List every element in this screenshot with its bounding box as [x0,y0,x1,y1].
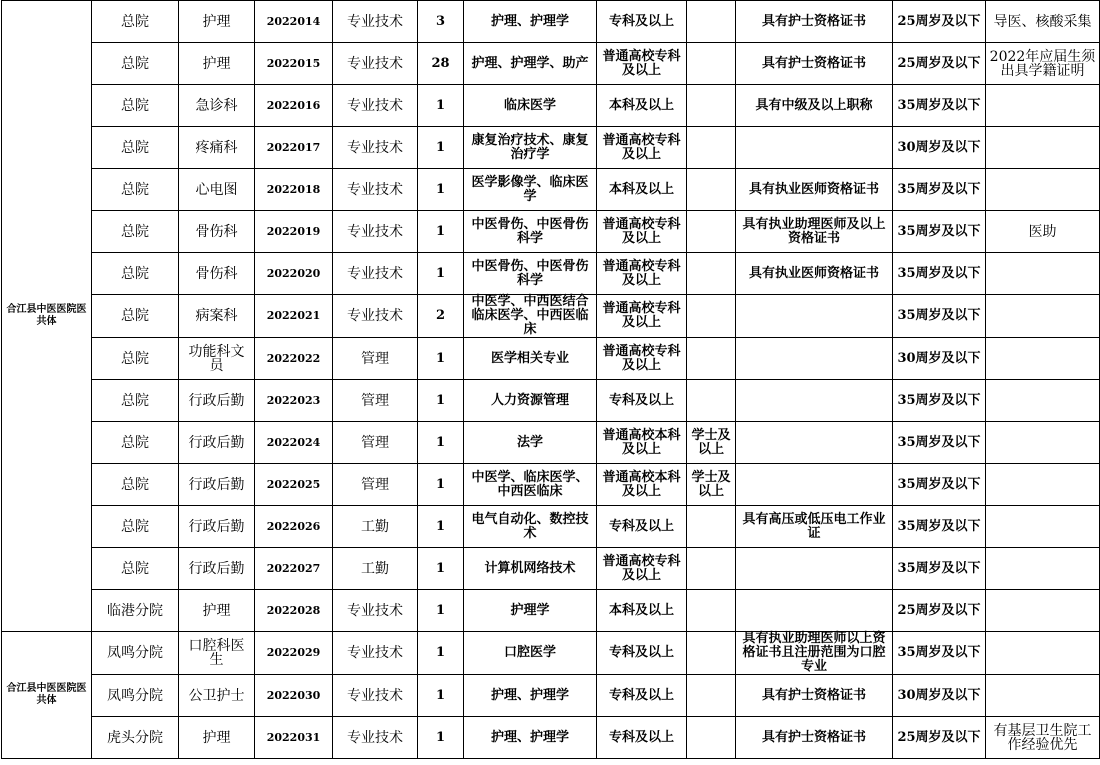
age-cell: 35周岁及以下 [893,169,986,211]
table-row [2,632,1100,675]
major-cell: 护理学 [464,590,597,632]
unit-cell: 总院 [92,506,179,548]
major-cell: 中医学、中西医结合临床医学、中西医临床 [464,295,597,338]
table-row [2,85,1100,127]
education-cell: 普通高校专科及以上 [597,295,687,338]
remark-cell [986,169,1100,211]
degree-cell [687,675,736,717]
headcount-cell: 1 [418,464,464,506]
headcount-cell: 1 [418,675,464,717]
unit-cell: 总院 [92,127,179,169]
remark-cell [986,127,1100,169]
headcount-cell: 1 [418,506,464,548]
age-cell: 30周岁及以下 [893,338,986,380]
degree-cell: 学士及以上 [687,422,736,464]
age-cell: 35周岁及以下 [893,464,986,506]
major-cell: 护理、护理学 [464,1,597,43]
major-cell: 护理、护理学 [464,717,597,759]
table-row [2,380,1100,422]
category-cell: 专业技术 [333,85,418,127]
department-cell: 病案科 [179,295,255,338]
age-cell: 30周岁及以下 [893,127,986,169]
department-cell: 行政后勤 [179,548,255,590]
category-cell: 专业技术 [333,675,418,717]
degree-cell [687,338,736,380]
position-code-cell: 2022021 [255,295,333,338]
department-cell: 急诊科 [179,85,255,127]
age-cell: 35周岁及以下 [893,253,986,295]
unit-cell: 总院 [92,253,179,295]
unit-cell: 总院 [92,85,179,127]
remark-cell [986,380,1100,422]
qualification-cell: 具有高压或低压电工作业证 [736,506,893,548]
table-row [2,422,1100,464]
education-cell: 普通高校专科及以上 [597,127,687,169]
position-code-cell: 2022017 [255,127,333,169]
unit-cell: 总院 [92,548,179,590]
table-row [2,506,1100,548]
unit-cell: 总院 [92,338,179,380]
education-cell: 本科及以上 [597,169,687,211]
unit-cell: 总院 [92,422,179,464]
education-cell: 普通高校本科及以上 [597,464,687,506]
recruitment-table [1,0,1100,759]
qualification-cell: 具有护士资格证书 [736,717,893,759]
remark-cell: 有基层卫生院工作经验优先 [986,717,1100,759]
degree-cell [687,43,736,85]
major-cell: 中医骨伤、中医骨伤科学 [464,211,597,253]
age-cell: 35周岁及以下 [893,380,986,422]
department-cell: 心电图 [179,169,255,211]
table-row [2,43,1100,85]
degree-cell [687,127,736,169]
table-row [2,548,1100,590]
remark-cell [986,506,1100,548]
position-code-cell: 2022031 [255,717,333,759]
headcount-cell: 3 [418,1,464,43]
department-cell: 护理 [179,43,255,85]
headcount-cell: 1 [418,717,464,759]
table-row [2,169,1100,211]
table-row [2,295,1100,338]
major-cell: 护理、护理学 [464,675,597,717]
table-row [2,590,1100,632]
remark-cell [986,464,1100,506]
remark-cell [986,85,1100,127]
major-cell: 口腔医学 [464,632,597,675]
position-code-cell: 2022027 [255,548,333,590]
table-row [2,464,1100,506]
age-cell: 25周岁及以下 [893,43,986,85]
qualification-cell [736,380,893,422]
department-cell: 骨伤科 [179,211,255,253]
headcount-cell: 1 [418,211,464,253]
age-cell: 35周岁及以下 [893,295,986,338]
headcount-cell: 1 [418,632,464,675]
remark-cell [986,675,1100,717]
major-cell: 法学 [464,422,597,464]
department-cell: 行政后勤 [179,422,255,464]
position-code-cell: 2022020 [255,253,333,295]
education-cell: 专科及以上 [597,506,687,548]
remark-cell [986,253,1100,295]
qualification-cell: 具有执业助理医师及以上资格证书 [736,211,893,253]
department-cell: 行政后勤 [179,464,255,506]
department-cell: 功能科文员 [179,338,255,380]
degree-cell [687,380,736,422]
education-cell: 本科及以上 [597,85,687,127]
department-cell: 口腔科医生 [179,632,255,675]
qualification-cell [736,464,893,506]
position-code-cell: 2022030 [255,675,333,717]
age-cell: 25周岁及以下 [893,1,986,43]
category-cell: 管理 [333,380,418,422]
education-cell: 普通高校本科及以上 [597,422,687,464]
qualification-cell [736,295,893,338]
degree-cell [687,85,736,127]
major-cell: 临床医学 [464,85,597,127]
category-cell: 专业技术 [333,295,418,338]
qualification-cell [736,338,893,380]
qualification-cell: 具有护士资格证书 [736,1,893,43]
unit-cell: 总院 [92,464,179,506]
unit-cell: 总院 [92,380,179,422]
qualification-cell [736,422,893,464]
department-cell: 疼痛科 [179,127,255,169]
major-cell: 康复治疗技术、康复治疗学 [464,127,597,169]
education-cell: 专科及以上 [597,1,687,43]
position-code-cell: 2022018 [255,169,333,211]
remark-cell [986,590,1100,632]
qualification-cell: 具有执业医师资格证书 [736,169,893,211]
unit-cell: 总院 [92,1,179,43]
headcount-cell: 2 [418,295,464,338]
unit-cell: 总院 [92,295,179,338]
degree-cell [687,295,736,338]
remark-cell [986,422,1100,464]
unit-cell: 总院 [92,211,179,253]
department-cell: 行政后勤 [179,506,255,548]
degree-cell [687,506,736,548]
position-code-cell: 2022023 [255,380,333,422]
category-cell: 专业技术 [333,127,418,169]
category-cell: 工勤 [333,548,418,590]
category-cell: 专业技术 [333,632,418,675]
unit-cell: 总院 [92,169,179,211]
education-cell: 普通高校专科及以上 [597,548,687,590]
position-code-cell: 2022015 [255,43,333,85]
degree-cell [687,211,736,253]
headcount-cell: 1 [418,85,464,127]
category-cell: 专业技术 [333,169,418,211]
education-cell: 专科及以上 [597,675,687,717]
table-row [2,717,1100,759]
degree-cell [687,1,736,43]
organization-cell: 合江县中医医院医共体 [2,1,92,632]
major-cell: 中医学、临床医学、中西医临床 [464,464,597,506]
qualification-cell: 具有中级及以上职称 [736,85,893,127]
table-row [2,253,1100,295]
age-cell: 30周岁及以下 [893,675,986,717]
category-cell: 专业技术 [333,1,418,43]
headcount-cell: 1 [418,548,464,590]
education-cell: 普通高校专科及以上 [597,253,687,295]
headcount-cell: 1 [418,422,464,464]
department-cell: 行政后勤 [179,380,255,422]
headcount-cell: 1 [418,253,464,295]
major-cell: 护理、护理学、助产 [464,43,597,85]
remark-cell: 2022年应届生须出具学籍证明 [986,43,1100,85]
category-cell: 工勤 [333,506,418,548]
major-cell: 电气自动化、数控技术 [464,506,597,548]
qualification-cell [736,127,893,169]
unit-cell: 虎头分院 [92,717,179,759]
qualification-cell [736,590,893,632]
position-code-cell: 2022024 [255,422,333,464]
position-code-cell: 2022016 [255,85,333,127]
position-code-cell: 2022029 [255,632,333,675]
qualification-cell: 具有执业助理医师以上资格证书且注册范围为口腔专业 [736,632,893,675]
degree-cell [687,590,736,632]
category-cell: 专业技术 [333,717,418,759]
degree-cell [687,717,736,759]
department-cell: 护理 [179,1,255,43]
headcount-cell: 1 [418,590,464,632]
headcount-cell: 1 [418,169,464,211]
major-cell: 计算机网络技术 [464,548,597,590]
department-cell: 护理 [179,590,255,632]
remark-cell: 医助 [986,211,1100,253]
position-code-cell: 2022028 [255,590,333,632]
category-cell: 管理 [333,464,418,506]
category-cell: 管理 [333,338,418,380]
headcount-cell: 28 [418,43,464,85]
major-cell: 人力资源管理 [464,380,597,422]
position-code-cell: 2022019 [255,211,333,253]
table-row [2,127,1100,169]
category-cell: 专业技术 [333,211,418,253]
remark-cell [986,295,1100,338]
education-cell: 专科及以上 [597,380,687,422]
major-cell: 中医骨伤、中医骨伤科学 [464,253,597,295]
position-code-cell: 2022025 [255,464,333,506]
age-cell: 35周岁及以下 [893,211,986,253]
remark-cell: 导医、核酸采集 [986,1,1100,43]
qualification-cell: 具有护士资格证书 [736,43,893,85]
unit-cell: 凤鸣分院 [92,632,179,675]
remark-cell [986,632,1100,675]
education-cell: 本科及以上 [597,590,687,632]
position-code-cell: 2022022 [255,338,333,380]
age-cell: 25周岁及以下 [893,717,986,759]
qualification-cell: 具有执业医师资格证书 [736,253,893,295]
unit-cell: 凤鸣分院 [92,675,179,717]
table-row [2,1,1100,43]
education-cell: 专科及以上 [597,632,687,675]
category-cell: 专业技术 [333,253,418,295]
education-cell: 普通高校专科及以上 [597,211,687,253]
category-cell: 专业技术 [333,43,418,85]
degree-cell [687,169,736,211]
category-cell: 管理 [333,422,418,464]
age-cell: 25周岁及以下 [893,590,986,632]
headcount-cell: 1 [418,338,464,380]
education-cell: 普通高校专科及以上 [597,338,687,380]
remark-cell [986,338,1100,380]
unit-cell: 总院 [92,43,179,85]
major-cell: 医学相关专业 [464,338,597,380]
age-cell: 35周岁及以下 [893,632,986,675]
remark-cell [986,548,1100,590]
position-code-cell: 2022026 [255,506,333,548]
degree-cell [687,548,736,590]
table-row [2,675,1100,717]
education-cell: 专科及以上 [597,717,687,759]
unit-cell: 临港分院 [92,590,179,632]
organization-cell: 合江县中医医院医共体 [2,632,92,759]
category-cell: 专业技术 [333,590,418,632]
headcount-cell: 1 [418,127,464,169]
age-cell: 35周岁及以下 [893,506,986,548]
qualification-cell [736,548,893,590]
table-row [2,211,1100,253]
age-cell: 35周岁及以下 [893,422,986,464]
position-code-cell: 2022014 [255,1,333,43]
degree-cell [687,253,736,295]
department-cell: 护理 [179,717,255,759]
age-cell: 35周岁及以下 [893,85,986,127]
table-row [2,338,1100,380]
age-cell: 35周岁及以下 [893,548,986,590]
department-cell: 骨伤科 [179,253,255,295]
education-cell: 普通高校专科及以上 [597,43,687,85]
headcount-cell: 1 [418,380,464,422]
major-cell: 医学影像学、临床医学 [464,169,597,211]
qualification-cell: 具有护士资格证书 [736,675,893,717]
degree-cell: 学士及以上 [687,464,736,506]
degree-cell [687,632,736,675]
department-cell: 公卫护士 [179,675,255,717]
